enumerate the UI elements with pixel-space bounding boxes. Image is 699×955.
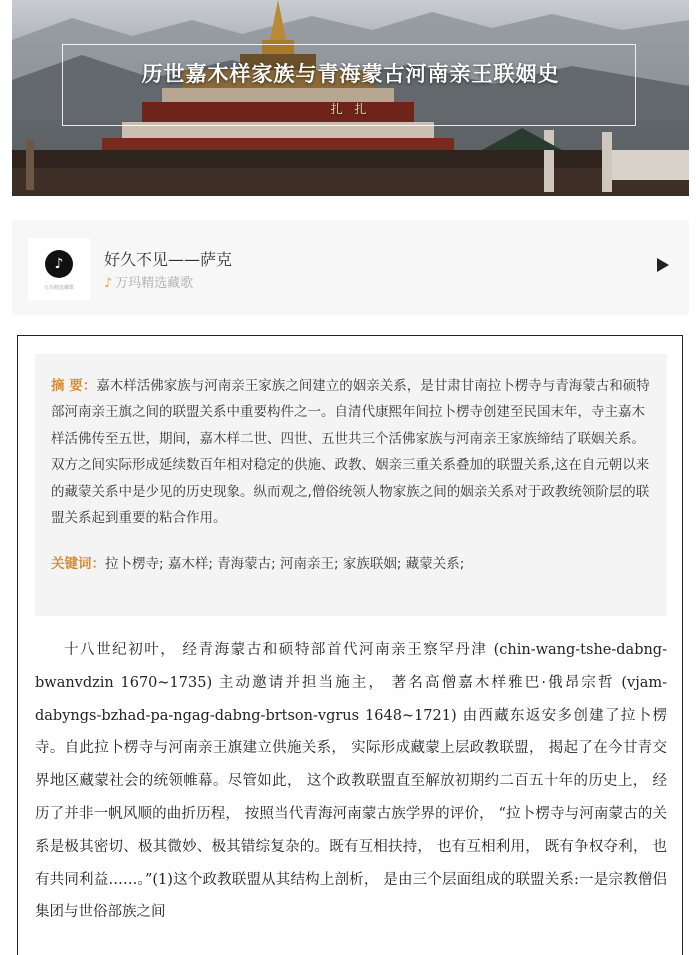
abstract-label: 摘 要： [51,378,97,394]
music-player-card[interactable] [12,220,689,315]
article-body-paragraph: 十八世纪初叶， 经青海蒙古和硕特部首代河南亲王察罕丹津 (chin-wang-tshe-dabng-bwanvdzin 1670~1735) 主动邀请并担当施主， 著名高僧嘉木样雅巴·俄昂宗哲 (vjam-dabyngs-bzhad-pa-ngag-dabng-brtson-vgrus 1648~1721) 由西藏东返安多创建了拉卜楞寺。自此拉卜楞寺与河南亲王旗建立供施关系， 实际形成藏蒙上层政教联盟， 揭起了在今甘青交界地区藏蒙社会的统领帷幕。尽管如此， 这个政教联盟直至解放初期约二百五十年的历史上， 经历了并非一帆风顺的曲折历程， 按照当代青海河南蒙古族学界的评价， “拉卜楞寺与河南蒙古的关系是极其密切、极其微妙、极其错综复杂的。既有互相扶持， 也有互相利用， 既有争权夺利， 也有共同利益……。”(1)这个政教联盟从其结构上剖析， 是由三个层面组成的联盟关系:一是宗教僧侣集团与世俗部族之间 [35,642,667,921]
song-title: 好久不见——萨克 [104,250,233,269]
cover-caption: 万玛精选藏歌 [43,285,74,291]
play-icon[interactable] [657,258,669,272]
song-source-label: 万玛精选藏歌 [115,276,194,291]
keywords-line [51,551,651,577]
page-title: 历世嘉木样家族与青海蒙古河南亲王联姻史 [141,62,560,86]
song-source [104,272,193,291]
keywords-label: 关键词： [51,556,105,573]
author-name: 扎 扎 [330,102,371,116]
article-frame [17,335,683,955]
keywords-text: 拉卜楞寺; 嘉木样; 青海蒙古; 河南亲王; 家族联姻; 藏蒙关系; [105,556,465,573]
abstract-text: 嘉木样活佛家族与河南亲王家族之间建立的姻亲关系，是甘肃甘南拉卜楞寺与青海蒙古和硕特部河南亲王旗之间的联盟关系中重要构件之一。自清代康熙年间拉卜楞寺创建至民国末年，寺主嘉木样活佛传至五世，期间，嘉木样二世、四世、五世共三个活佛家族与河南亲王家族缔结了联姻关系。双方之间实际形成延续数百年相对稳定的供施、政教、姻亲三重关系叠加的联盟关系,这在自元朝以来的藏蒙关系中是少见的历史现象。纵而观之,僧俗统领人物家族之间的姻亲关系对于政教统领阶层的联盟关系起到重要的粘合作用。 [51,378,650,527]
hero-banner [12,0,689,196]
abstract-paragraph [51,373,651,531]
music-note-icon: ♪ [45,250,73,278]
album-cover [28,238,90,300]
abstract-box [35,354,667,616]
wechat-music-icon: ♪ [104,276,113,291]
